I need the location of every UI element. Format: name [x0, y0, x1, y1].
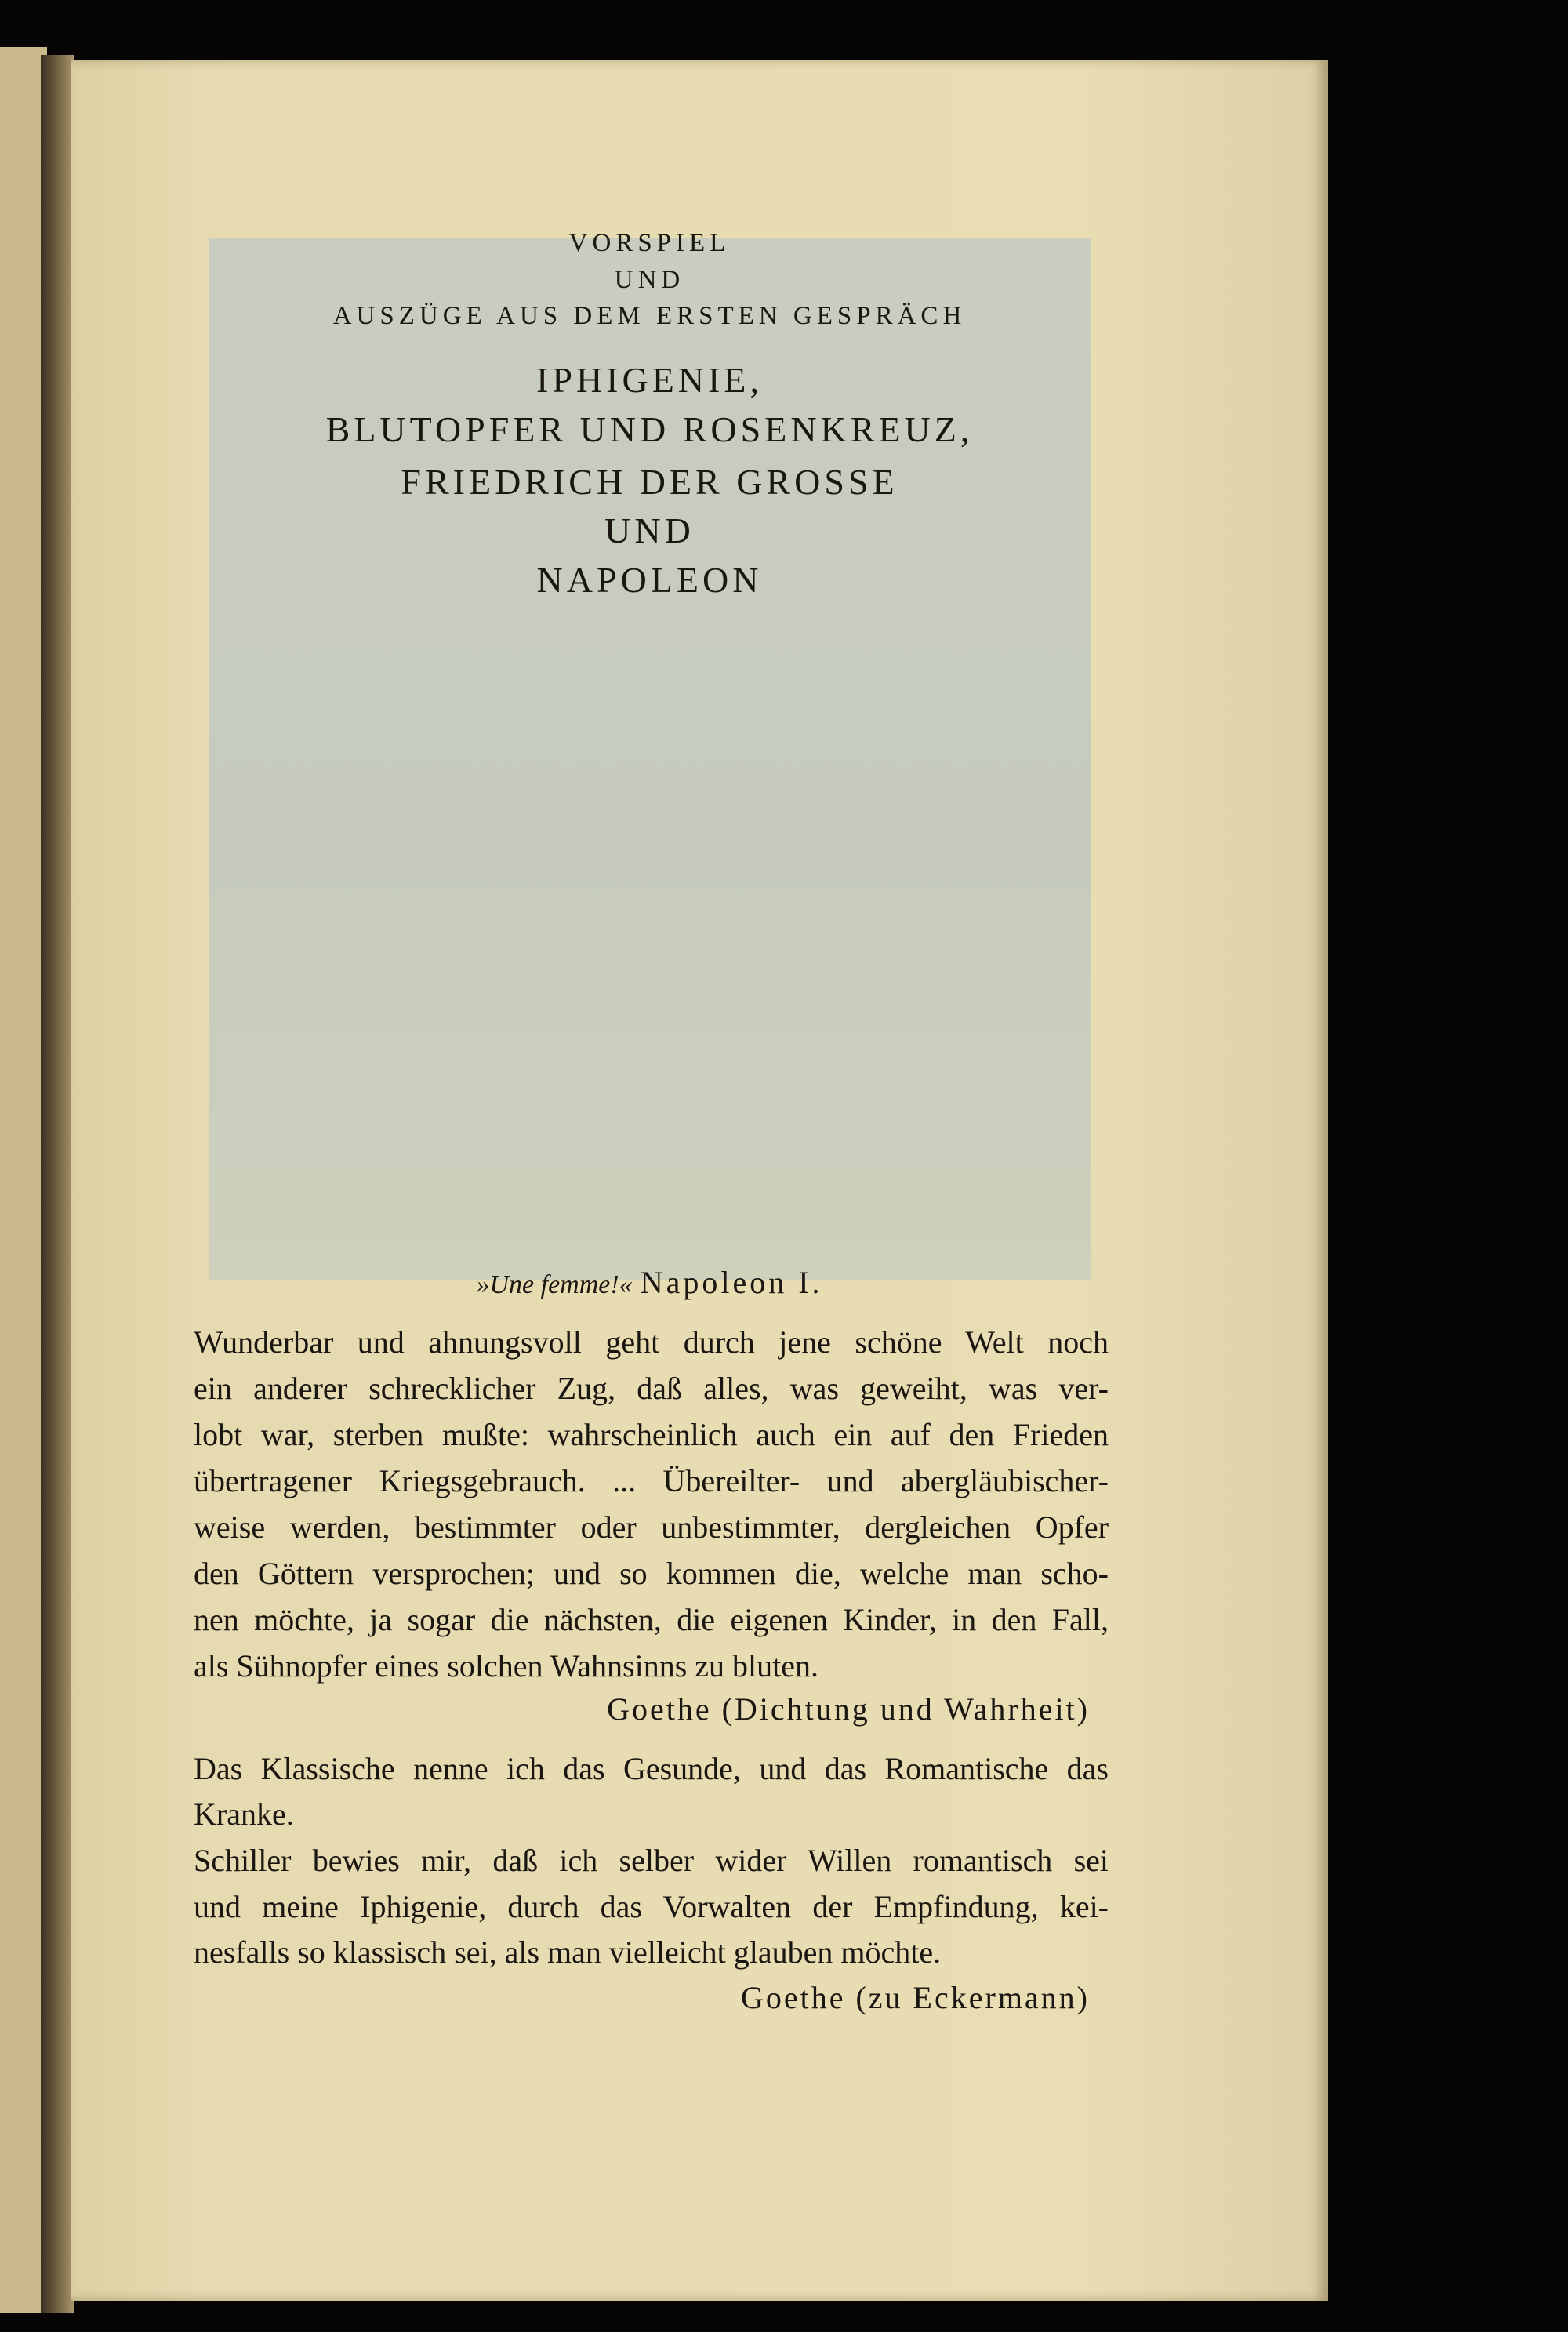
quote2-line: nesfalls so klassisch sei, als man vielleicht glauben möchte.: [194, 1934, 942, 1970]
quote2-line: Schiller bewies mir, daß ich selber wider Willen romantisch sei: [194, 1843, 1109, 1878]
facing-page-edge: [0, 47, 47, 2313]
quote1-line: Wunderbar und ahnungsvoll geht durch jene schöne Welt noch: [194, 1324, 1109, 1360]
caption-quote: »Une femme!«: [476, 1270, 633, 1299]
quote1-line: übertragener Kriegsgebrauch. ... Übereilter- und abergläubischer-: [194, 1463, 1109, 1498]
title-line: IPHIGENIE,: [536, 360, 763, 400]
quote1-line: den Göttern versprochen; und so kommen die, welche man scho-: [194, 1556, 1109, 1591]
quote1-line: als Sühnopfer eines solchen Wahnsinns zu bluten.: [194, 1648, 819, 1684]
quote1-line: ein anderer schrecklicher Zug, daß alles, was geweiht, was ver-: [194, 1371, 1109, 1406]
quote1-attribution: Goethe (Dichtung und Wahrheit): [607, 1691, 1090, 1727]
title-line: BLUTOPFER UND ROSENKREUZ,: [325, 409, 974, 449]
image-caption: [209, 1264, 1091, 1301]
heading-line: UND: [614, 266, 685, 294]
quote1-line: nen möchte, ja sogar die nächsten, die eigenen Kinder, in den Fall,: [194, 1602, 1109, 1637]
title-line: NAPOLEON: [536, 560, 763, 600]
book-spine: [41, 55, 74, 2313]
heading-line: AUSZÜGE AUS DEM ERSTEN GESPRÄCH: [332, 302, 967, 330]
quote2-attribution: Goethe (zu Eckermann): [740, 1980, 1090, 2015]
heading-line: VORSPIEL: [568, 229, 731, 257]
title-line: FRIEDRICH DER GROSSE: [401, 462, 898, 502]
quote2-line: Kranke.: [194, 1796, 294, 1832]
quote2-line: Das Klassische nenne ich das Gesunde, und das Romantische das: [194, 1751, 1109, 1786]
title-line: UND: [604, 510, 695, 550]
quote1-line: lobt war, sterben mußte: wahrscheinlich auch ein auf den Frieden: [194, 1417, 1109, 1452]
caption-name: Napoleon I.: [640, 1265, 823, 1300]
quote1-line: weise werden, bestimmter oder unbestimmter, dergleichen Opfer: [194, 1509, 1109, 1545]
quote2-line: und meine Iphigenie, durch das Vorwalten der Empfindung, kei-: [194, 1889, 1109, 1924]
